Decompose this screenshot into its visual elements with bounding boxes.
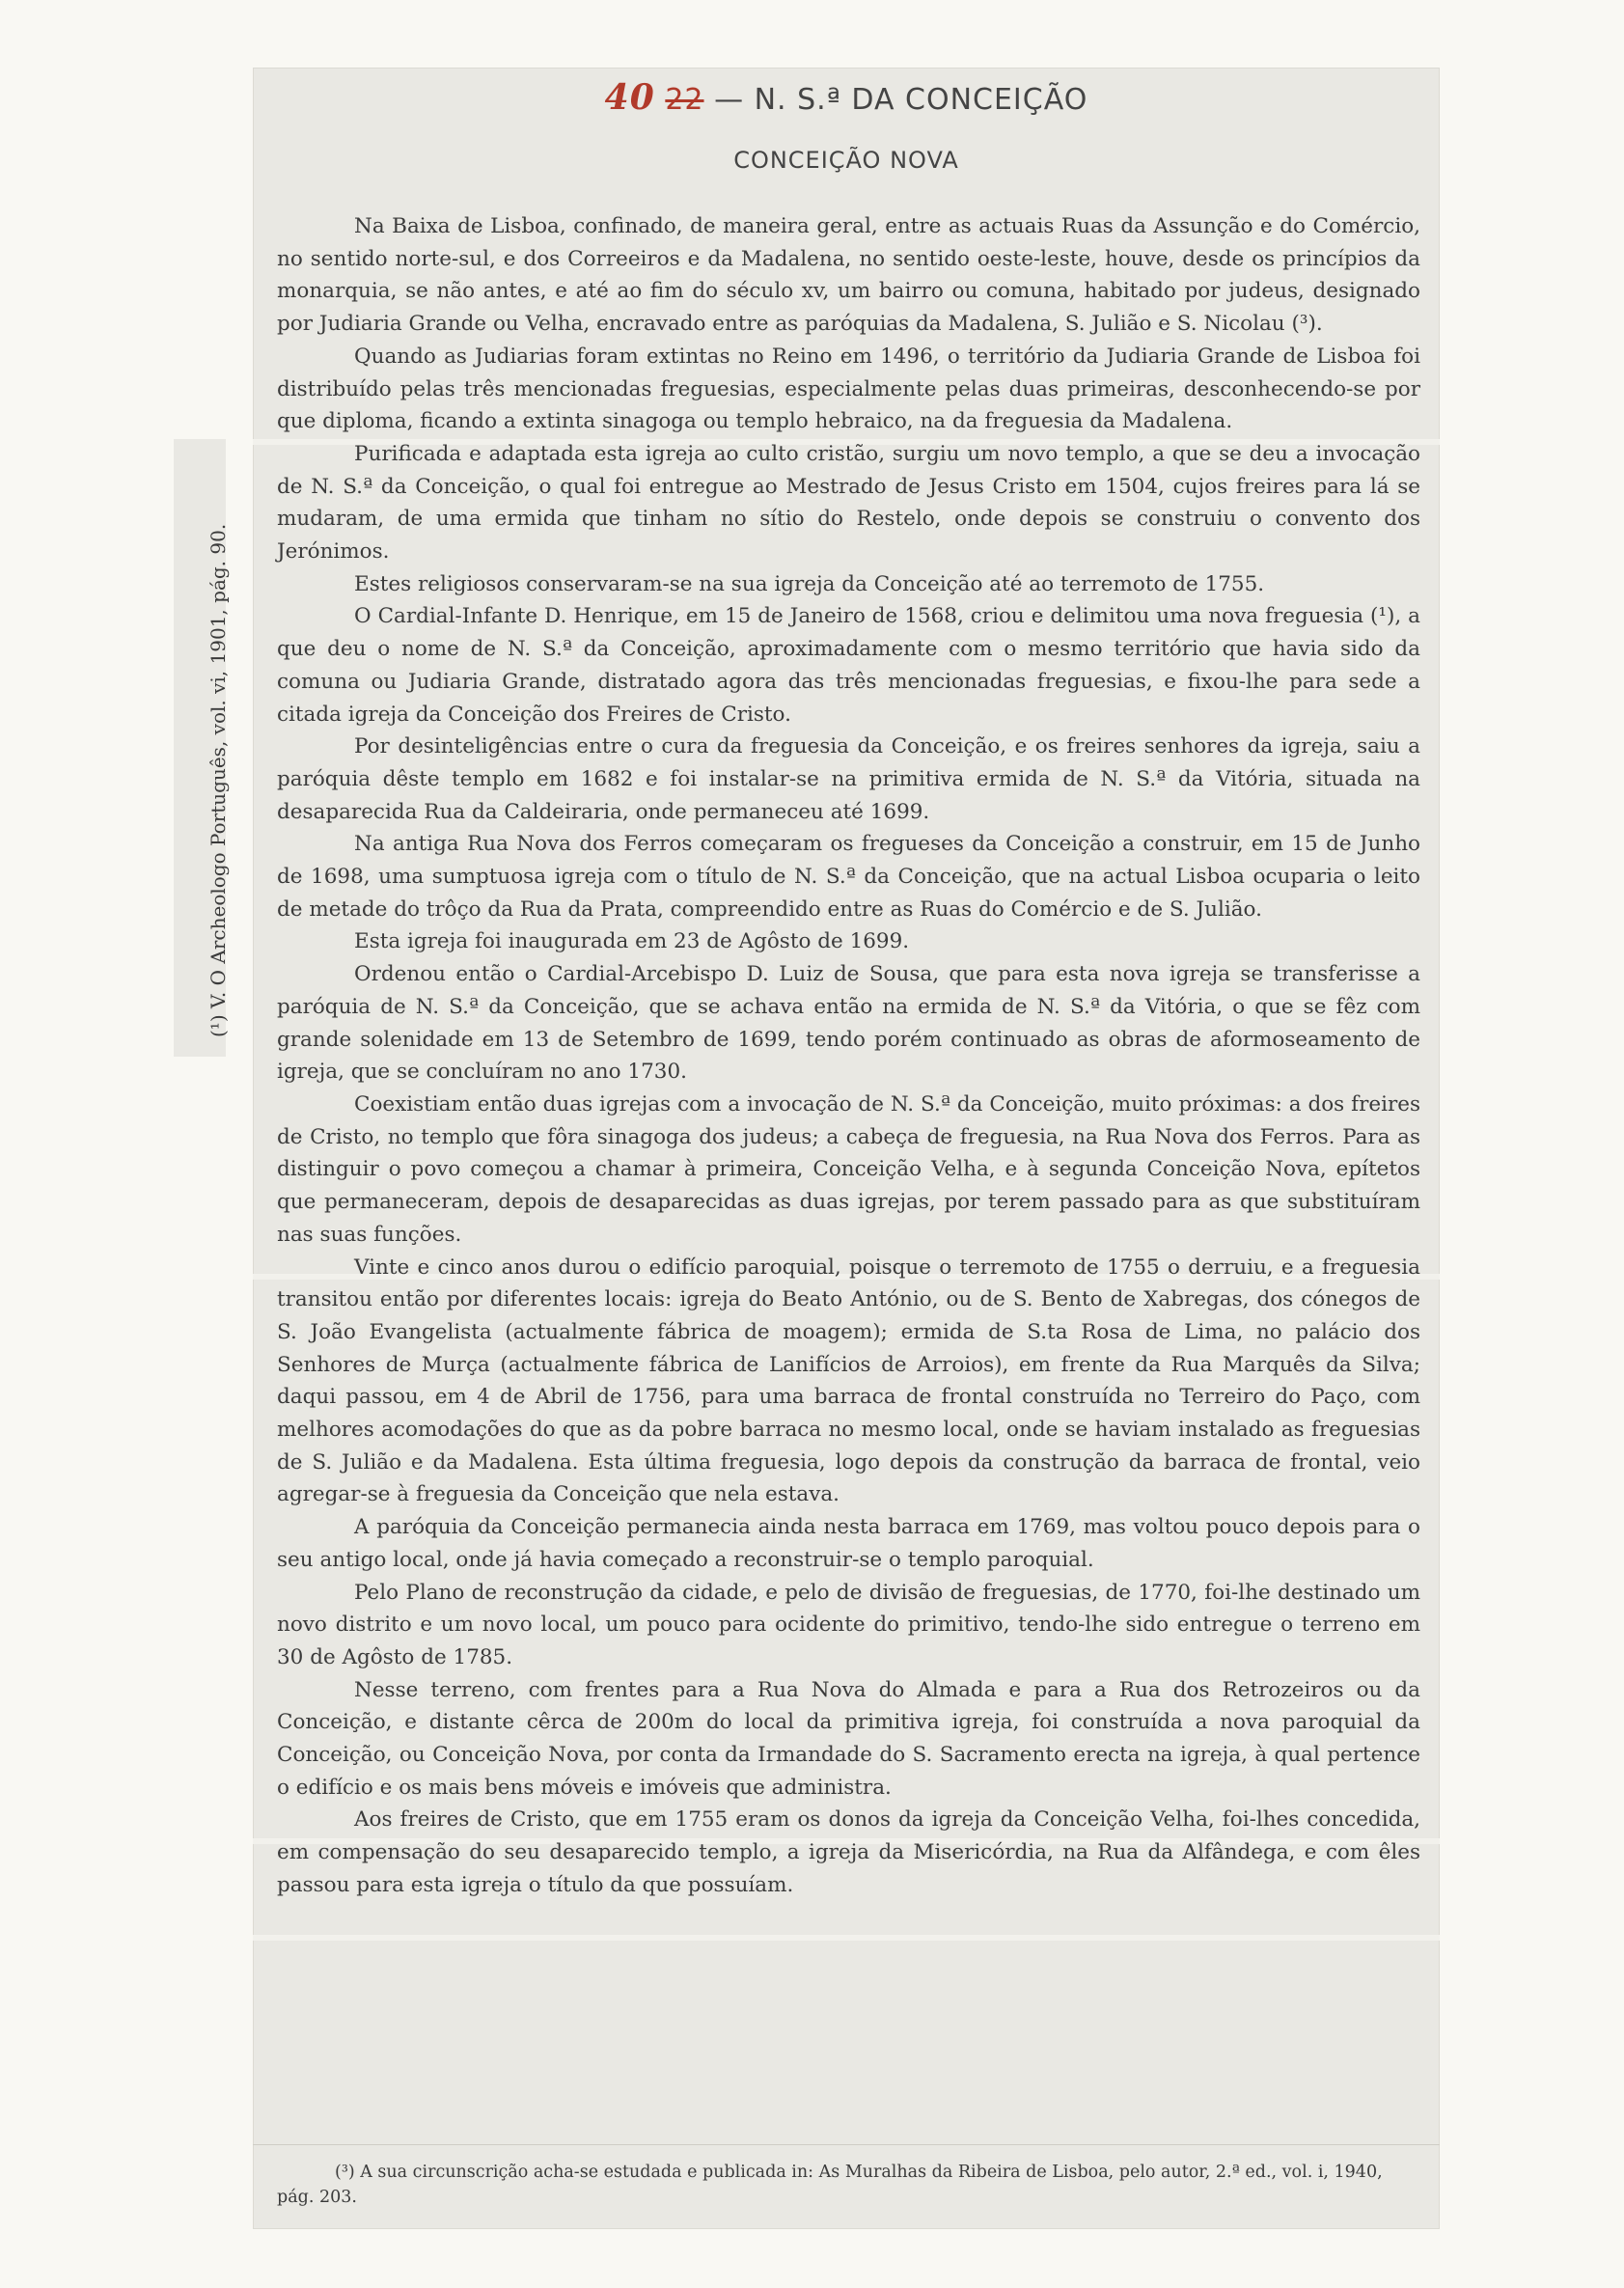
paragraph: Na Baixa de Lisboa, confinado, de maneira geral, entre as actuais Ruas da Assunção e do Comércio, no sentido norte-sul, e dos Correeiros e da Madalena, no sentido oeste-leste, houve, desde os princípios da monarquia, se não antes, e até ao fim do século xv, um bairro ou comuna, habitado por judeus, designado por Judiaria Grande ou Velha, encravado entre as paróquias da Madalena, S. Julião e S. Nicolau (³). <box>277 214 1420 337</box>
handwritten-page-number: 40 <box>604 77 655 118</box>
section-subtitle: CONCEIÇÃO NOVA <box>733 147 959 174</box>
page-header <box>253 77 1440 118</box>
paragraph: Vinte e cinco anos durou o edifício paroquial, poisque o terremoto de 1755 o derruiu, e a freguesia transitou então por diferentes locais: igreja do Beato António, ou de S. Bento de Xabregas, dos cónegos de S. João Evangelista (actualmente fábrica de moagem); ermida de S.ta Rosa de Lima, no palácio dos Senhores de Murça (actualmente fábrica de Lanifícios de Arroios), em frente da Rua Marquês da Silva; daqui passou, em 4 de Abril de 1756, para uma barraca de frontal construída no Terreiro do Paço, com melhores acomodações do que as da pobre barraca no mesmo local, onde se haviam instalado as freguesias de S. Julião e da Madalena. Esta última freguesia, logo depois da construção da barraca de frontal, veio agregar-se à freguesia da Conceição que nela estava. <box>277 1254 1420 1507</box>
paragraph: A paróquia da Conceição permanecia ainda nesta barraca em 1769, mas voltou pouco depois para o seu antigo local, onde já havia começado a reconstruir-se o templo paroquial. <box>277 1515 1420 1572</box>
footnote-text: (³) A sua circunscrição acha-se estudada e publicada in: As Muralhas da Ribeira de Lisboa, pelo autor, 2.ª ed., vol. i, 1940, pág. 203. <box>277 2163 1383 2207</box>
paragraph: Aos freires de Cristo, que em 1755 eram os donos da igreja da Conceição Velha, foi-lhes concedida, em compensação do seu desaparecido templo, a igreja da Misericórdia, na Rua da Alfândega, e com êles passou para esta igreja o título da que possuíam. <box>277 1807 1420 1897</box>
paragraph: Pelo Plano de reconstrução da cidade, e pelo de divisão de freguesias, de 1770, foi-lhe destinado um novo distrito e um novo local, um pouco para ocidente do primitivo, tendo-lhe sido entregue o terreno em 30 de Agôsto de 1785. <box>277 1580 1420 1669</box>
clipping-seam <box>253 1935 1440 1941</box>
paragraph: Por desinteligências entre o cura da freguesia da Conceição, e os freires senhores da igreja, saiu a paróquia dêste templo em 1682 e foi instalar-se na primitiva ermida de N. S.ª da Vitória, situada na desaparecida Rua da Caldeiraria, onde permaneceu até 1699. <box>277 734 1420 824</box>
footnote <box>277 2160 1420 2210</box>
header-dash: — <box>714 83 745 117</box>
page-title: N. S.ª DA CONCEIÇÃO <box>754 83 1088 117</box>
paragraph: O Cardial-Infante D. Henrique, em 15 de Janeiro de 1568, criou e delimitou uma nova freguesia (¹), a que deu o nome de N. S.ª da Conceição, aproximadamente com o mesmo território que havia sido da comuna ou Judiaria Grande, distratado agora das três mencionadas freguesias, e fixou-lhe para sede a citada igreja da Conceição dos Freires de Cristo. <box>277 604 1420 727</box>
printed-page-number: 22 <box>665 83 704 117</box>
paragraph: Purificada e adaptada esta igreja ao culto cristão, surgiu um novo templo, a que se deu a invocação de N. S.ª da Conceição, o qual foi entregue ao Mestrado de Jesus Cristo em 1504, cujos freires para lá se mudaram, de uma ermida que tinham no sítio do Restelo, onde depois se construiu o convento dos Jerónimos. <box>277 441 1420 565</box>
paragraph: Coexistiam então duas igrejas com a invocação de N. S.ª da Conceição, muito próximas: a dos freires de Cristo, no templo que fôra sinagoga dos judeus; a cabeça de freguesia, na Rua Nova dos Ferros. Para as distinguir o povo começou a chamar à primeira, Conceição Velha, e à segunda Conceição Nova, epítetos que permaneceram, depois de desaparecidas as duas igrejas, por terem passado para as que substituíram nas suas funções. <box>277 1091 1420 1247</box>
paragraph: Esta igreja foi inaugurada em 23 de Agôsto de 1699. <box>354 929 910 954</box>
paragraph: Nesse terreno, com frentes para a Rua Nova do Almada e para a Rua dos Retrozeiros ou da Conceição, e distante cêrca de 200m do local da primitiva igreja, foi construída a nova paroquial da Conceição, ou Conceição Nova, por conta da Irmandade do S. Sacramento erecta na igreja, à qual pertence o edifício e os mais bens móveis e imóveis que administra. <box>277 1677 1420 1800</box>
paragraph: Ordenou então o Cardial-Arcebispo D. Luiz de Sousa, que para esta nova igreja se transferisse a paróquia de N. S.ª da Conceição, que se achava então na ermida de N. S.ª da Vitória, o que se fêz com grande solenidade em 13 de Setembro de 1699, tendo porém continuado as obras de aformoseamento de igreja, que se concluíram no ano 1730. <box>277 962 1420 1085</box>
paragraph: Quando as Judiarias foram extintas no Reino em 1496, o território da Judiaria Grande de Lisboa foi distribuído pelas três mencionadas freguesias, especialmente pelas duas primeiras, desconhecendo-se por que diploma, ficando a extinta sinagoga ou templo hebraico, na da freguesia da Madalena. <box>277 344 1420 434</box>
paragraph: Na antiga Rua Nova dos Ferros começaram os fregueses da Conceição a construir, em 15 de Junho de 1698, uma sumptuosa igreja com o título de N. S.ª da Conceição, que na actual Lisboa ocuparia o leito de metade do trôço da Rua da Prata, compreendido entre as Ruas do Comércio e de S. Julião. <box>277 832 1420 922</box>
side-footnote: (¹) V. O Archeologo Português, vol. vi, 1901, pág. 90. <box>206 523 230 1037</box>
body-text <box>277 210 1420 1902</box>
footnote-divider <box>253 2144 1440 2145</box>
paragraph: Estes religiosos conservaram-se na sua igreja da Conceição até ao terremoto de 1755. <box>354 571 1265 596</box>
